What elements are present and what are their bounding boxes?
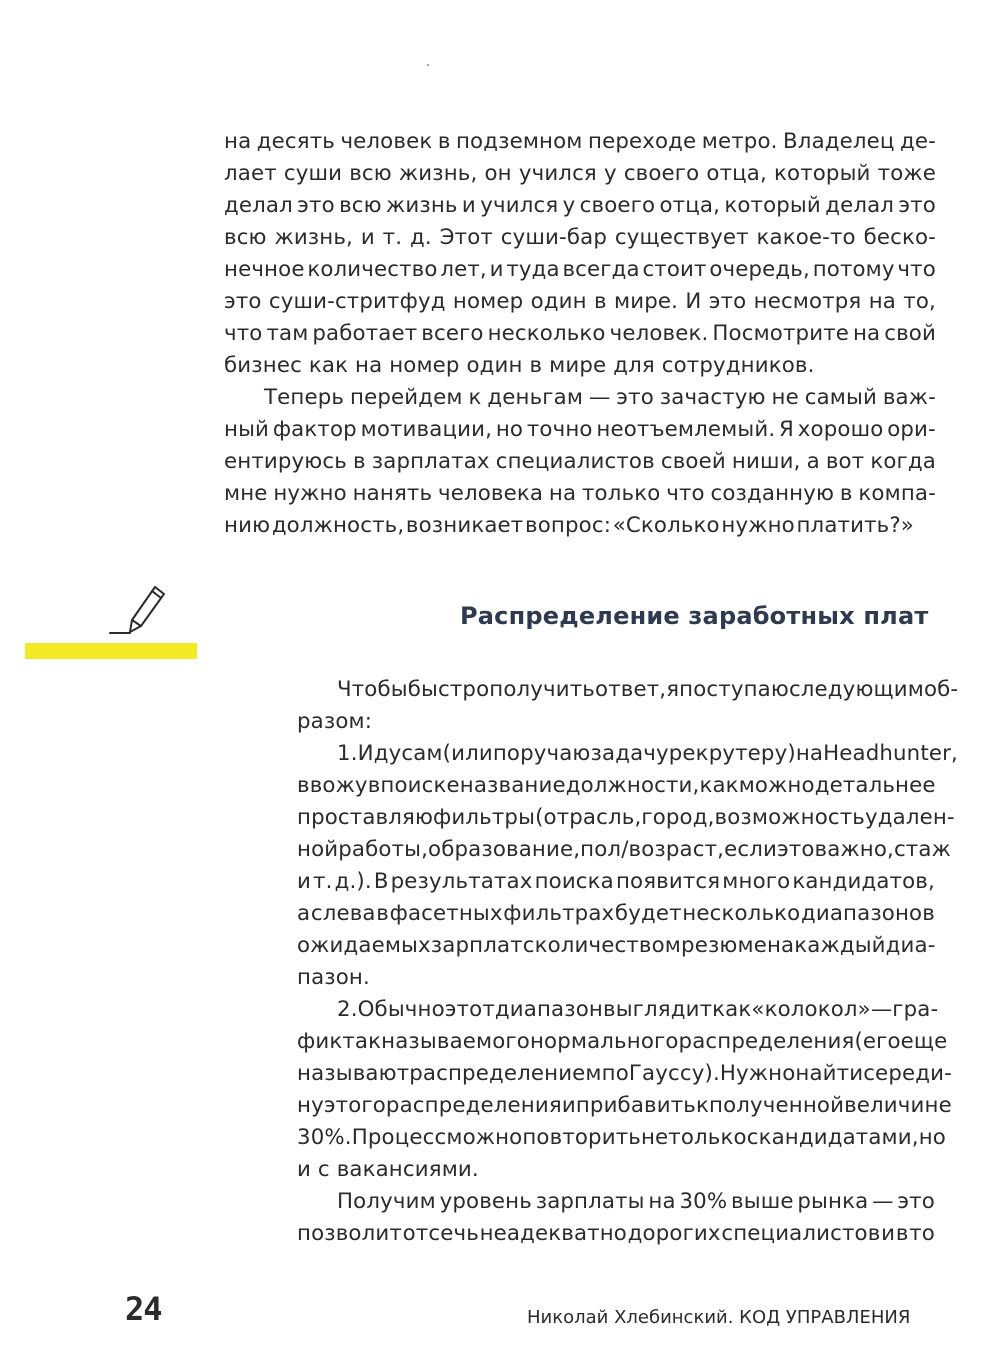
text-line: и т. д.). В результатах поиска появится много кандидатов, xyxy=(297,869,935,894)
page-number: 24 xyxy=(125,1290,162,1328)
text-line: ентируюсь в зарплатах специалистов своей ниши, а вот когда xyxy=(224,449,936,474)
text-line: это суши-стритфуд номер один в мире. И это несмотря на то, xyxy=(224,289,936,314)
text-line: всю жизнь, и т. д. Этот суши-бар существует какое-то беско- xyxy=(224,225,936,250)
section-title: Распределение заработных плат xyxy=(460,602,929,630)
text-line: ный фактор мотивации, но точно неотъемлемый. Я хорошо ори- xyxy=(224,417,936,442)
text-line: ной работы, образование, пол/возраст, если это важно, стаж xyxy=(297,837,951,862)
text-line: 1. Иду сам (или поручаю задачу рекрутеру) на Headhunter, xyxy=(337,741,958,766)
text-line: ну этого распределения и прибавить к полученной величине xyxy=(297,1093,952,1118)
text-line: ожидаемых зарплат с количеством резюме на каждый диа- xyxy=(297,933,936,958)
text-line: фик так называемого нормального распределения (его еще xyxy=(297,1029,948,1054)
text-line: называют распределением по Гауссу). Нужно найти середи- xyxy=(297,1061,952,1086)
text-line: Получим уровень зарплаты на 30% выше рынка — это xyxy=(337,1189,935,1214)
text-line: делал это всю жизнь и учился у своего отца, который делал это xyxy=(224,193,936,218)
text-line: 30%. Процесс можно повторить не только с кандидатами, но xyxy=(297,1125,946,1150)
text-line: Теперь перейдем к деньгам — это зачастую не самый важ- xyxy=(264,385,936,410)
text-line: проставляю фильтры (отрасль, город, возможность удален- xyxy=(297,805,955,830)
print-speck xyxy=(427,64,429,66)
running-title: Николай Хлебинский. КОД УПРАВЛЕНИЯ xyxy=(527,1307,911,1328)
text-line: разом: xyxy=(297,709,373,734)
text-line: на десять человек в подземном переходе метро. Владелец де- xyxy=(224,129,936,154)
text-line: а слева в фасетных фильтрах будет несколько диапазонов xyxy=(297,901,935,926)
text-line: пазон. xyxy=(297,965,370,990)
text-line: позволит отсечь неадекватно дорогих специалистов и в то xyxy=(297,1221,935,1246)
text-line: что там работает всего несколько человек. Посмотрите на свой xyxy=(224,321,936,346)
section-highlight-bar xyxy=(25,643,197,659)
text-line: и с вакансиями. xyxy=(297,1157,479,1182)
text-line: лает суши всю жизнь, он учился у своего отца, который тоже xyxy=(224,161,936,186)
text-line: Чтобы быстро получить ответ, я поступаю следующим об- xyxy=(337,677,959,702)
text-line: ввожу в поиске название должности, как можно детальнее xyxy=(297,773,936,798)
text-line: 2. Обычно этот диапазон выглядит как «колокол» — гра- xyxy=(337,997,939,1022)
text-line: мне нужно нанять человека на только что созданную в компа- xyxy=(224,481,936,506)
pencil-icon xyxy=(108,582,168,638)
text-line: нию должность, возникает вопрос: «Сколько нужно платить?» xyxy=(224,513,914,538)
text-line: нечное количество лет, и туда всегда стоит очередь, потому что xyxy=(224,257,936,282)
text-line: бизнес как на номер один в мире для сотрудников. xyxy=(224,353,815,378)
